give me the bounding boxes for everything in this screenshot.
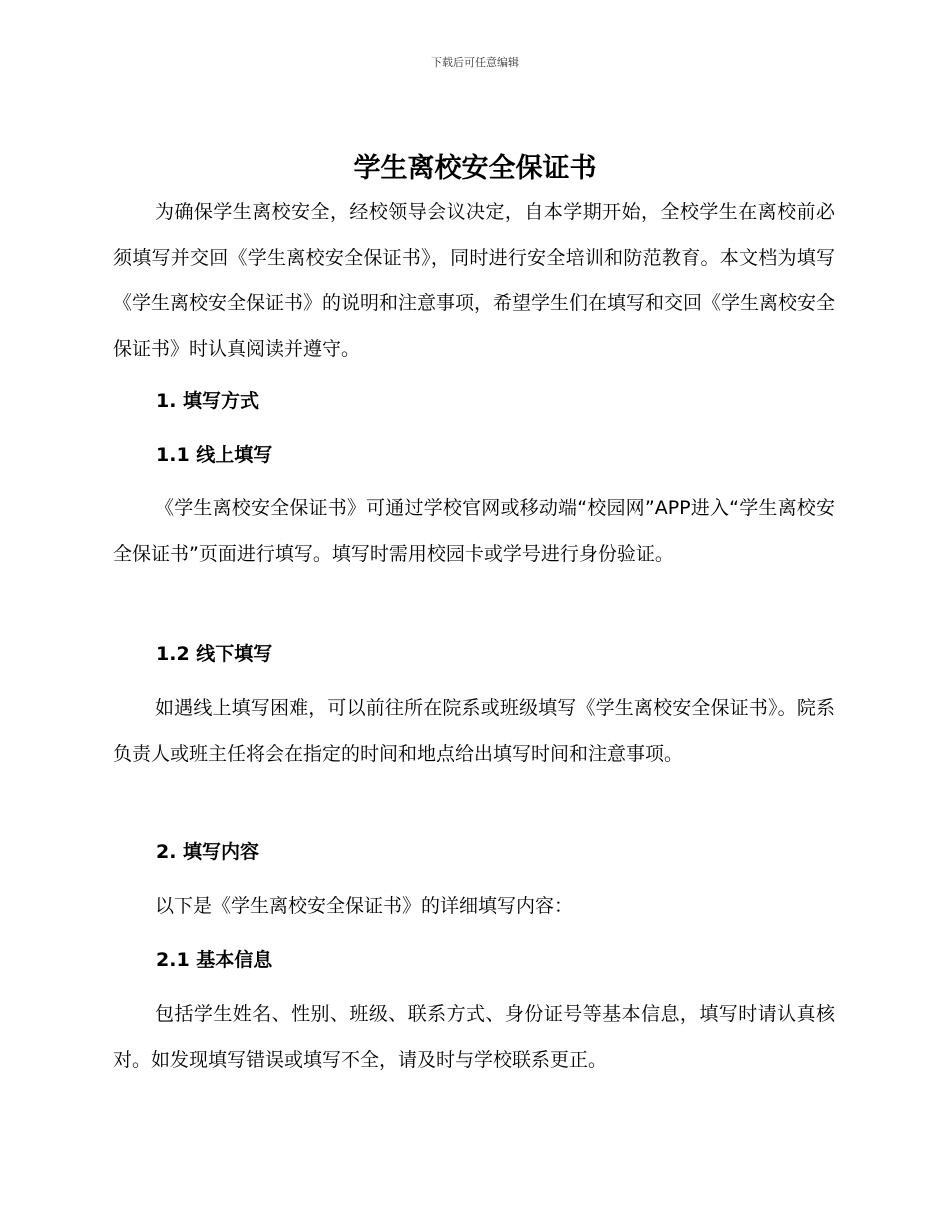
subsection-text-1-1: 《学生离校安全保证书》可通过学校官网或移动端“校园网”APP进入“学生离校安全保证书”页面进行填写。填写时需用校园卡或学号进行身份验证。 (113, 497, 835, 565)
section-heading-2: 2. 填写内容 (156, 841, 260, 863)
intro-paragraph: 为确保学生离校安全，经校领导会议决定，自本学期开始，全校学生在离校前必须填写并交回《学生离校安全保证书》，同时进行安全培训和防范教育。本文档为填写《学生离校安全保证书》的说明和注意事项，希望学生们在填写和交回《学生离校安全保证书》时认真阅读并遵守。 (113, 201, 836, 360)
document-title: 学生离校安全保证书 (353, 153, 597, 184)
subsection-heading-2-1: 2.1 基本信息 (156, 949, 273, 971)
subsection-heading-1-2: 1.2 线下填写 (156, 643, 273, 665)
subsection-text-1-2: 如遇线上填写困难，可以前往所在院系或班级填写《学生离校安全保证书》。院系负责人或班主任将会在指定的时间和地点给出填写时间和注意事项。 (113, 697, 835, 765)
subsection-text-2-1: 包括学生姓名、性别、班级、联系方式、身份证号等基本信息，填写时请认真核对。如发现填写错误或填写不全，请及时与学校联系更正。 (113, 1003, 835, 1071)
header-note: 下载后可任意编辑 (431, 56, 519, 69)
subsection-heading-1-1: 1.1 线上填写 (156, 444, 273, 466)
section-intro-2: 以下是《学生离校安全保证书》的详细填写内容： (155, 895, 574, 917)
section-heading-1: 1. 填写方式 (156, 390, 260, 412)
